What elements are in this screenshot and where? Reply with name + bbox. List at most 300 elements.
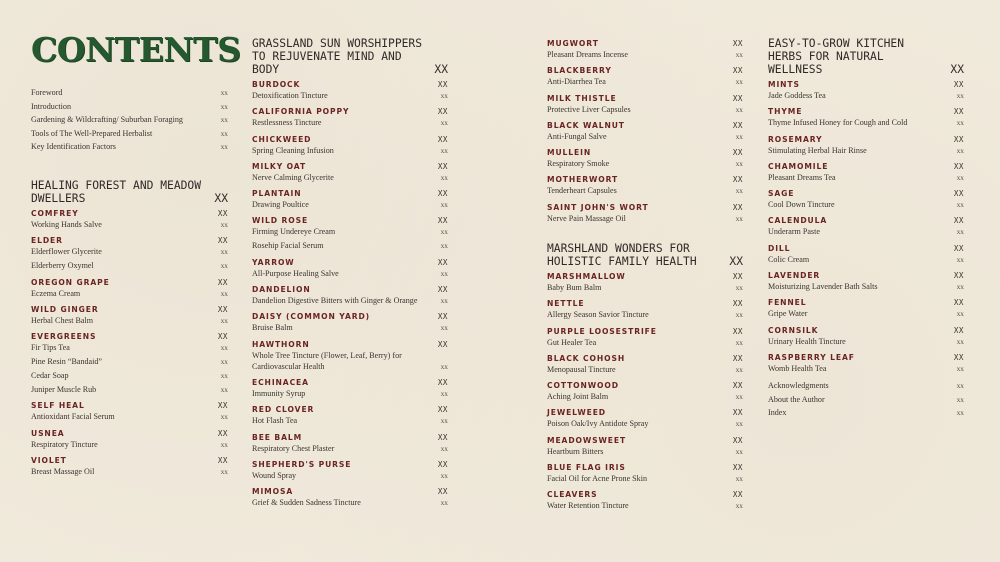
herb-entry [31,208,228,230]
herb-name-text: MIMOSA [252,487,294,497]
herb-page-number: XX [217,277,228,287]
herb-entry [31,304,228,326]
herb-page-number: XX [732,120,743,130]
herb-entry [547,65,743,87]
recipe-item[interactable] [252,145,448,156]
herb-name-text: COMFREY [31,209,79,218]
herb-page-number: XX [732,490,743,500]
herb-name[interactable] [547,120,743,131]
herb-name-text: PLANTAIN [252,189,302,199]
herb-name[interactable] [252,106,448,117]
herb-page-number: XX [732,326,743,336]
recipe-item[interactable] [31,315,228,326]
herb-name[interactable] [252,284,448,295]
herb-name[interactable] [31,331,228,342]
recipe-item[interactable] [768,226,964,237]
herb-page-number: XX [953,107,964,117]
recipe-item[interactable] [31,219,228,230]
recipe-item[interactable] [31,370,228,381]
herb-entry [768,325,964,347]
page-number: xx [220,142,228,152]
front_matter-item[interactable] [31,128,228,139]
herb-name-text: BLACK WALNUT [547,120,625,130]
herb-name[interactable] [31,455,228,466]
recipe-item[interactable] [252,117,448,128]
recipe-item[interactable] [252,322,448,333]
herb-name-text: PURPLE LOOSESTRIFE [547,326,657,336]
herb-page-number: XX [217,428,228,438]
herb-entry [31,455,228,477]
herb-name-text: MUGWORT [547,39,599,48]
herb-name-text: OREGON GRAPE [31,277,110,287]
recipe-title: Allergy Season Savior Tincture [547,310,649,320]
herb-entry [547,407,743,429]
herb-page-number: XX [732,175,743,185]
recipe-page-number: xx [735,159,743,169]
front_matter-title: Introduction [31,101,72,111]
section-title-text: HEALING FOREST AND MEADOW DWELLERS [31,179,202,205]
herb-name[interactable] [768,134,964,145]
herb-name[interactable] [547,271,743,282]
herb-page-number: XX [953,298,964,308]
recipe-title: Bruise Balm [252,323,293,333]
herb-page-number: XX [437,107,448,117]
recipe-title: Poison Oak/Ivy Antidote Spray [547,419,649,429]
herb-name-text: DAISY (COMMON YARD) [252,312,371,322]
section-title[interactable] [547,242,743,268]
recipe-title: Whole Tree Tincture (Flower, Leaf, Berry) for Cardiovascular Health [252,350,402,371]
recipe-item[interactable] [252,240,448,251]
recipe-title: Colic Cream [768,254,810,264]
herb-name[interactable] [768,297,964,308]
recipe-page-number: xx [440,470,448,480]
recipe-page-number: xx [220,385,228,395]
herb-page-number: XX [732,463,743,473]
back-matter-list [768,380,964,421]
recipe-item[interactable] [252,415,448,426]
herb-page-number: XX [732,39,743,48]
herb-name[interactable] [252,188,448,199]
herb-page-number: XX [732,435,743,445]
herb-name[interactable] [547,407,743,418]
recipe-item[interactable] [252,295,448,306]
herb-name-text: ROSEMARY [768,134,823,144]
herb-name-text: WILD ROSE [252,216,309,226]
recipe-page-number: xx [956,200,964,210]
herb-name[interactable] [547,298,743,309]
herb-name[interactable] [547,93,743,104]
recipe-title: Respiratory Chest Plaster [252,443,335,453]
recipe-title: Nerve Pain Massage Oil [547,213,626,223]
herb-name-text: CALIFORNIA POPPY [252,107,350,117]
herb-name-text: CHICKWEED [252,134,312,144]
recipe-page-number: xx [220,315,228,325]
recipe-page-number: xx [735,446,743,456]
front_matter-title: Foreword [31,88,63,97]
front_matter-item[interactable] [31,141,228,152]
section-grassland-continued [547,38,743,229]
page-number: xx [220,88,228,97]
herb-name[interactable] [252,134,448,145]
recipe-item[interactable] [252,497,448,508]
section-page-number: XX [434,63,448,76]
herb-entry [768,134,964,156]
recipe-item[interactable] [547,418,743,429]
recipe-item[interactable] [547,391,743,402]
herb-page-number: XX [217,304,228,314]
herb-name[interactable] [768,243,964,254]
herb-name-text: MILKY OAT [252,161,307,171]
herb-name[interactable] [547,147,743,158]
herb-name[interactable] [252,257,448,268]
recipe-page-number: xx [440,145,448,155]
herb-entry [768,161,964,183]
recipe-title: Wound Spray [252,470,297,480]
herb-entry [252,432,448,454]
recipe-item[interactable] [252,388,448,399]
herb-page-number: XX [437,80,448,89]
herb-name-text: MINTS [768,80,800,89]
section-title-text: GRASSLAND SUN WORSHIPPERS TO REJUVENATE MIND AND BODY [252,37,423,76]
herb-entry [252,257,448,279]
recipe-page-number: xx [440,200,448,210]
recipe-item[interactable] [547,282,743,293]
page-number: xx [956,381,964,390]
recipe-item[interactable] [252,199,448,210]
herb-name-text: VIOLET [31,456,67,466]
recipe-title: Eczema Cream [31,288,81,298]
recipe-page-number: xx [220,261,228,271]
recipe-page-number: xx [440,296,448,306]
herb-page-number: XX [437,487,448,497]
herb-entry [547,326,743,348]
herb-name-text: MILK THISTLE [547,93,617,103]
back_matter-title: Index [768,408,787,418]
recipe-item[interactable] [252,90,448,101]
recipe-title: Underarm Paste [768,227,820,237]
herb-name[interactable] [547,380,743,391]
herb-page-number: XX [437,339,448,349]
herb-entry [31,428,228,450]
herb-name-text: CORNSILK [768,325,819,335]
herb-name[interactable] [31,304,228,315]
herb-name-text: ECHINACEA [252,377,309,387]
recipe-title: Antioxidant Facial Serum [31,412,115,422]
herb-entry [547,120,743,142]
recipe-page-number: xx [440,361,448,371]
back_matter-item[interactable] [768,394,964,405]
recipe-page-number: xx [440,241,448,251]
herb-name[interactable] [768,215,964,226]
herb-page-number: XX [217,332,228,342]
herb-page-number: XX [953,134,964,144]
recipe-item[interactable] [547,49,743,60]
recipe-item[interactable] [768,363,964,374]
recipe-title: Firming Undereye Cream [252,227,336,237]
recipe-page-number: xx [956,309,964,319]
recipe-item[interactable] [547,104,743,115]
recipe-title: Respiratory Tincture [31,439,98,449]
herb-name[interactable] [547,326,743,337]
front_matter-title: Key Identification Factors [31,142,116,152]
recipe-page-number: xx [440,416,448,426]
herb-name-text: CHAMOMILE [768,161,829,171]
herb-name[interactable] [547,65,743,76]
recipe-page-number: xx [440,388,448,398]
herb-page-number: XX [437,257,448,267]
herb-page-number: XX [217,401,228,411]
section-title[interactable] [252,37,448,76]
recipe-page-number: xx [220,412,228,422]
back_matter-item[interactable] [768,380,964,391]
herb-entry [547,435,743,457]
herb-name[interactable] [252,215,448,226]
herb-name[interactable] [547,38,743,49]
herb-entry [547,147,743,169]
recipe-item[interactable] [252,268,448,279]
herb-name[interactable] [31,428,228,439]
herb-name[interactable] [31,277,228,288]
recipe-item[interactable] [547,213,743,224]
front_matter-title: Gardening & Wildcrafting/ Suburban Foraging [31,115,183,125]
recipe-page-number: xx [735,392,743,402]
herb-page-number: XX [732,66,743,76]
recipe-page-number: xx [956,145,964,155]
herb-name[interactable] [547,489,743,500]
recipe-title: Restlessness Tincture [252,118,322,128]
herb-name-text: BURDOCK [252,80,301,89]
herb-name[interactable] [547,435,743,446]
herb-entry [768,297,964,319]
herb-name-text: MEADOWSWEET [547,435,627,445]
recipe-page-number: xx [220,467,228,477]
herb-entry [252,486,448,508]
herb-entry [547,380,743,402]
herb-name[interactable] [252,339,448,350]
recipe-item[interactable] [547,364,743,375]
recipe-item[interactable] [547,337,743,348]
recipe-title: Tenderheart Capsules [547,186,617,196]
recipe-title: Hot Flash Tea [252,416,298,426]
recipe-item[interactable] [768,117,964,128]
herb-name[interactable] [547,174,743,185]
recipe-item[interactable] [547,158,743,169]
herb-name-text: CLEAVERS [547,490,598,500]
front_matter-item[interactable] [31,101,228,112]
herb-entry [31,331,228,395]
recipe-title: All-Purpose Healing Salve [252,268,339,278]
herb-page-number: XX [217,209,228,218]
herb-name[interactable] [252,161,448,172]
herb-name-text: RASPBERRY LEAF [768,352,855,362]
recipe-page-number: xx [956,254,964,264]
recipe-title: Pine Resin “Bandaid” [31,357,103,367]
herb-name-text: SELF HEAL [31,401,85,411]
recipe-title: Heartburn Bitters [547,446,604,456]
recipe-title: Elderberry Oxymel [31,261,94,271]
herb-name[interactable] [768,352,964,363]
recipe-item[interactable] [31,466,228,477]
herb-name[interactable] [768,325,964,336]
recipe-title: Rosehip Facial Serum [252,241,324,251]
herb-name[interactable] [252,486,448,497]
herb-entry [252,377,448,399]
herb-name-text: MARSHMALLOW [547,272,626,281]
recipe-title: Moisturizing Lavender Bath Salts [768,282,878,292]
contents-heading: CONTENTS [31,30,241,69]
front-matter-list [31,87,228,155]
herb-page-number: XX [732,381,743,391]
herb-name[interactable] [547,202,743,213]
recipe-title: Urinary Health Tincture [768,336,846,346]
herb-name-text: LAVENDER [768,271,821,281]
herb-page-number: XX [437,189,448,199]
herb-entry [768,352,964,374]
recipe-page-number: xx [956,227,964,237]
recipe-page-number: xx [440,323,448,333]
recipe-item[interactable] [768,254,964,265]
recipe-item[interactable] [547,473,743,484]
recipe-item[interactable] [768,90,964,101]
herb-entry [768,79,964,101]
recipe-title: Pleasant Dreams Tea [768,172,836,182]
herb-name[interactable] [768,161,964,172]
recipe-page-number: xx [440,498,448,508]
recipe-item[interactable] [768,172,964,183]
herb-name[interactable] [768,106,964,117]
recipe-item[interactable] [768,281,964,292]
herb-entry [252,161,448,183]
section-healing-forest [31,179,228,482]
herb-name[interactable] [252,459,448,470]
herb-name[interactable] [768,188,964,199]
herb-entry [547,174,743,196]
recipe-title: Protective Liver Capsules [547,104,631,114]
herb-name[interactable] [252,432,448,443]
back_matter-item[interactable] [768,407,964,418]
section-title[interactable] [31,179,228,205]
recipe-item[interactable] [252,350,448,372]
herb-page-number: XX [732,353,743,363]
herb-name-text: FENNEL [768,298,807,308]
herb-name[interactable] [31,235,228,246]
recipe-page-number: xx [440,118,448,128]
recipe-title: Facial Oil for Acne Prone Skin [547,474,648,484]
recipe-page-number: xx [735,474,743,484]
herb-page-number: XX [217,456,228,466]
recipe-title: Grief & Sudden Sadness Tincture [252,498,361,508]
section-title[interactable] [768,37,964,76]
front_matter-item[interactable] [31,114,228,125]
recipe-item[interactable] [547,500,743,511]
recipe-page-number: xx [220,357,228,367]
section-grassland [252,37,448,513]
recipe-item[interactable] [31,288,228,299]
herb-name[interactable] [547,353,743,364]
recipe-item[interactable] [31,246,228,257]
recipe-item[interactable] [768,199,964,210]
recipe-item[interactable] [31,260,228,271]
herb-name[interactable] [252,79,448,90]
recipe-item[interactable] [252,470,448,481]
herb-name[interactable] [768,79,964,90]
recipe-item[interactable] [31,342,228,353]
herb-page-number: XX [732,299,743,309]
herb-name-text: COTTONWOOD [547,381,619,391]
recipe-item[interactable] [252,226,448,237]
recipe-title: Stimulating Herbal Hair Rinse [768,145,867,155]
recipe-title: Spring Cleaning Infusion [252,145,334,155]
recipe-item[interactable] [547,76,743,87]
recipe-title: Drawing Poultice [252,200,309,210]
herb-name[interactable] [31,400,228,411]
page-number: xx [220,128,228,138]
herb-entry [547,298,743,320]
recipe-page-number: xx [735,104,743,114]
recipe-title: Nerve Calming Glycerite [252,172,334,182]
recipe-title: Menopausal Tincture [547,364,616,374]
recipe-page-number: xx [735,77,743,87]
herb-page-number: XX [437,405,448,415]
herb-name[interactable] [252,404,448,415]
recipe-page-number: xx [956,363,964,373]
recipe-title: Respiratory Smoke [547,159,610,169]
herb-name[interactable] [768,270,964,281]
recipe-item[interactable] [31,439,228,450]
recipe-item[interactable] [768,145,964,156]
back_matter-title: About the Author [768,394,825,404]
section-kitchen-herbs [768,37,964,379]
recipe-item[interactable] [547,131,743,142]
recipe-item[interactable] [252,443,448,454]
herb-name[interactable] [547,462,743,473]
herb-page-number: XX [953,271,964,281]
recipe-item[interactable] [547,309,743,320]
herb-name-text: JEWELWEED [547,408,606,418]
herb-entry [252,134,448,156]
recipe-page-number: xx [735,337,743,347]
recipe-item[interactable] [31,384,228,395]
herb-name-text: BLUE FLAG IRIS [547,463,626,473]
recipe-item[interactable] [768,308,964,319]
recipe-page-number: xx [735,186,743,196]
recipe-item[interactable] [547,185,743,196]
recipe-page-number: xx [956,91,964,100]
recipe-page-number: xx [956,118,964,128]
herb-name-text: BEE BALM [252,432,303,442]
recipe-title: Aching Joint Balm [547,392,609,402]
recipe-page-number: xx [735,213,743,223]
herb-name[interactable] [252,311,448,322]
recipe-page-number: xx [735,310,743,320]
recipe-item[interactable] [31,411,228,422]
herb-name[interactable] [31,208,228,219]
recipe-title: Womb Health Tea [768,363,827,373]
recipe-item[interactable] [31,356,228,367]
herb-page-number: XX [437,285,448,295]
recipe-item[interactable] [252,172,448,183]
page-number: xx [220,101,228,111]
herb-name[interactable] [252,377,448,388]
herb-page-number: XX [953,80,964,89]
recipe-item[interactable] [547,446,743,457]
recipe-item[interactable] [768,336,964,347]
recipe-page-number: xx [956,172,964,182]
herb-entry [31,277,228,299]
front_matter-item[interactable] [31,87,228,98]
herb-name-text: EVERGREENS [31,332,97,342]
recipe-title: Elderflower Glycerite [31,247,102,257]
